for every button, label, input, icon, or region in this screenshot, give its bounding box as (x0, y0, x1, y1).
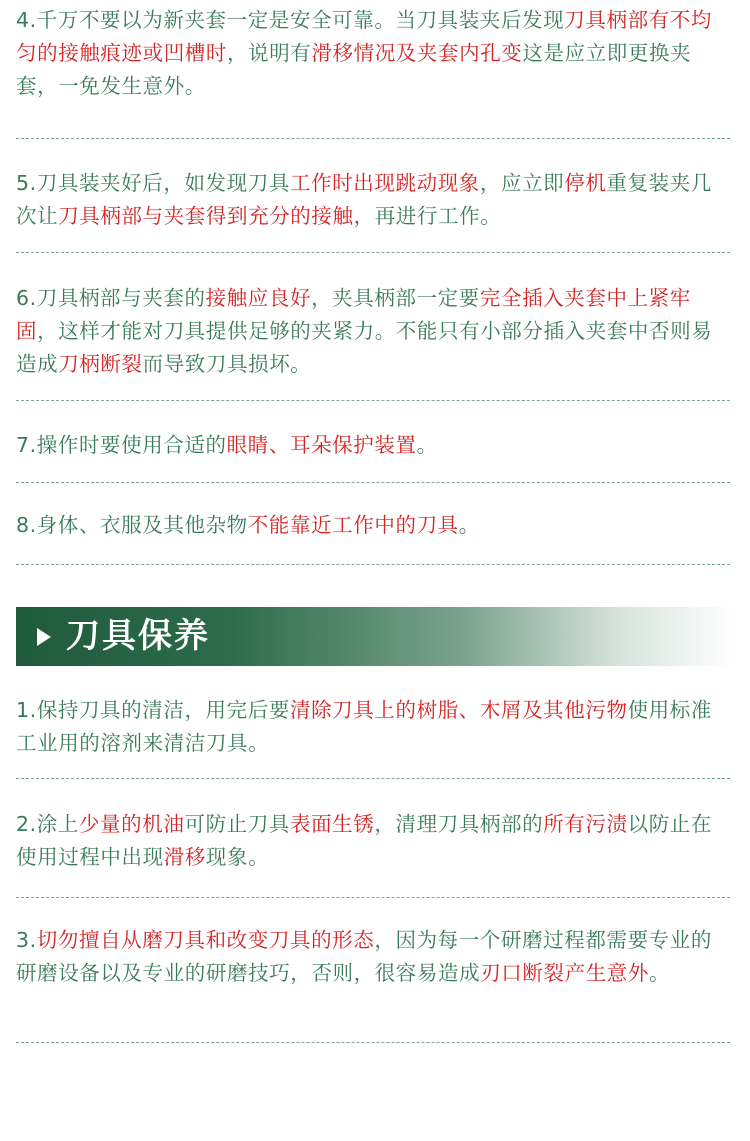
body-text: 重复装夹几次让 (16, 171, 712, 228)
body-text: 。 (649, 961, 671, 985)
divider (16, 138, 730, 139)
highlighted-text: 清除刀具上的树脂、木屑及其他污物 (289, 698, 628, 722)
divider (16, 1042, 730, 1043)
body-text: ，应立即 (479, 171, 565, 195)
tip-item-8 (16, 509, 732, 542)
body-text: 。 (458, 513, 480, 537)
body-text: 1.保持刀具的清洁，用完后要 (16, 698, 290, 722)
body-text: ，清理刀具柄部的 (374, 812, 544, 836)
highlighted-text: 刀具柄部与夹套得到充分的接触 (58, 204, 354, 228)
triangle-bullet-icon (37, 628, 51, 646)
care-item-3 (16, 924, 732, 990)
body-text: 2.涂上 (16, 812, 79, 836)
divider (16, 897, 730, 898)
body-text: ，说明有 (227, 41, 312, 65)
highlighted-text: 不能靠近工作中的刀具 (247, 513, 459, 537)
body-text: 使用标准工业用的溶剂来清洁刀具。 (16, 698, 712, 755)
divider (16, 482, 730, 483)
body-text: 可防止刀具 (184, 812, 290, 836)
highlighted-text: 工作时出现跳动现象 (289, 171, 480, 195)
highlighted-text: 滑移情况及夹套内孔变 (311, 41, 523, 65)
body-text: ，夹具柄部一定要 (311, 286, 480, 310)
highlighted-text: 停机 (564, 171, 607, 195)
body-text: ，再进行工作。 (353, 204, 502, 228)
highlighted-text: 接触应良好 (205, 286, 312, 310)
body-text: 4.千万不要以为新夹套一定是安全可靠。当刀具装夹后发现 (16, 8, 565, 32)
highlighted-text: 少量的机油 (78, 812, 185, 836)
highlighted-text: 完全插入夹套中上紧牢固 (16, 286, 691, 343)
body-text: 这是应立即更换夹套，一免发生意外。 (16, 41, 692, 98)
highlighted-text: 表面生锈 (289, 812, 375, 836)
divider (16, 564, 730, 565)
highlighted-text: 所有污渍 (543, 812, 628, 836)
body-text: ，因为每一个研磨过程都需要专业的研磨设备以及专业的研磨技巧，否则，很容易造成 (16, 928, 712, 985)
body-text: 而导致刀具损坏。 (142, 352, 312, 376)
body-text: ，这样才能对刀具提供足够的夹紧力。不能只有小部分插入夹套中否则易造成 (16, 319, 713, 376)
highlighted-text: 切勿擅自从磨刀具和改变刀具的形态 (36, 928, 375, 952)
body-text: 8.身体、衣服及其他杂物 (16, 513, 248, 537)
body-text: 7.操作时要使用合适的 (16, 433, 227, 457)
highlighted-text: 刀柄断裂 (58, 352, 143, 376)
care-item-1 (16, 694, 732, 760)
highlighted-text: 刀具柄部有不均匀的接触痕迹或凹槽时 (16, 8, 712, 65)
tip-item-6 (16, 282, 732, 381)
body-text: 现象。 (205, 845, 270, 869)
tip-item-7 (16, 429, 732, 462)
body-text: 以防止在使用过程中出现 (16, 812, 712, 869)
body-text: 5.刀具装夹好后，如发现刀具 (16, 171, 290, 195)
tip-item-4 (16, 4, 732, 103)
tip-item-5 (16, 167, 732, 233)
highlighted-text: 眼睛、耳朵保护装置 (226, 433, 417, 457)
divider (16, 252, 730, 253)
divider (16, 778, 730, 779)
highlighted-text: 刃口断裂产生意外 (480, 961, 650, 985)
section-heading-banner (16, 607, 734, 666)
body-text: 。 (416, 433, 438, 457)
care-item-2 (16, 808, 732, 874)
section-heading: 刀具保养 (66, 616, 210, 656)
body-text: 6.刀具柄部与夹套的 (16, 286, 206, 310)
divider (16, 400, 730, 401)
highlighted-text: 滑移 (163, 845, 206, 869)
body-text: 3. (16, 928, 37, 952)
